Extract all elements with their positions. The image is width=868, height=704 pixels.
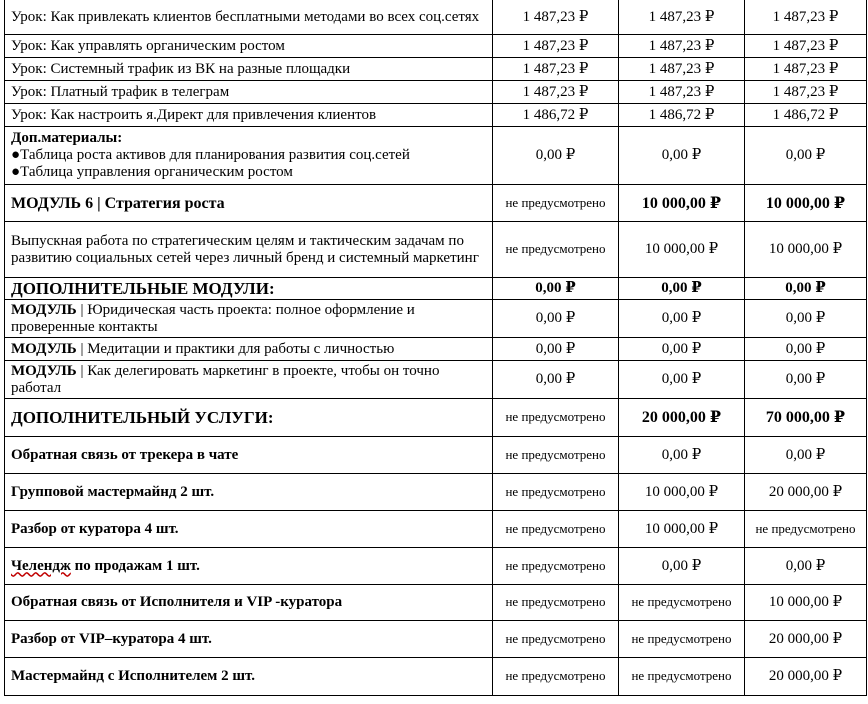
price-cell: 0,00 ₽ xyxy=(493,278,619,300)
section-heading: ДОПОЛНИТЕЛЬНЫЕ МОДУЛИ: xyxy=(5,278,493,300)
spellcheck-word: Челендж xyxy=(11,557,71,574)
table-row xyxy=(5,185,867,222)
module-prefix: МОДУЛЬ xyxy=(11,340,77,357)
price-cell: 0,00 ₽ xyxy=(619,437,745,474)
module-prefix: МОДУЛЬ xyxy=(11,301,77,318)
price-cell: не предусмотрено xyxy=(493,474,619,511)
price-cell: 10 000,00 ₽ xyxy=(745,585,867,621)
price-cell: 20 000,00 ₽ xyxy=(619,399,745,437)
service-title: Мастермайнд с Исполнителем 2 шт. xyxy=(5,658,493,696)
table-row xyxy=(5,511,867,548)
table-row xyxy=(5,0,867,35)
service-title: Обратная связь от трекера в чате xyxy=(5,437,493,474)
price-cell: 0,00 ₽ xyxy=(619,300,745,338)
module-title: | Медитации и практики для работы с личностью xyxy=(76,340,395,357)
price-cell: 0,00 ₽ xyxy=(619,361,745,399)
price-cell: не предусмотрено xyxy=(493,511,619,548)
price-cell: 10 000,00 ₽ xyxy=(619,511,745,548)
materials-heading: Доп.материалы: xyxy=(11,130,123,146)
table-row xyxy=(5,35,867,58)
price-cell: 1 487,23 ₽ xyxy=(493,81,619,104)
table-row xyxy=(5,338,867,361)
price-cell: не предусмотрено xyxy=(619,621,745,658)
price-cell: 1 487,23 ₽ xyxy=(619,58,745,81)
price-cell: 1 487,23 ₽ xyxy=(745,35,867,58)
price-cell: 10 000,00 ₽ xyxy=(619,474,745,511)
price-cell: 0,00 ₽ xyxy=(745,300,867,338)
table-row xyxy=(5,104,867,127)
table-row xyxy=(5,127,867,185)
price-cell: 1 487,23 ₽ xyxy=(493,58,619,81)
price-cell: 20 000,00 ₽ xyxy=(745,658,867,696)
table-row xyxy=(5,58,867,81)
service-title: Разбор от VIP–куратора 4 шт. xyxy=(5,621,493,658)
price-cell: не предусмотрено xyxy=(493,621,619,658)
price-cell: 1 486,72 ₽ xyxy=(619,104,745,127)
row-label: Выпускная работа по стратегическим целям и тактическим задачам по развитию социальных сетей через личный бренд и системный маркетинг xyxy=(5,222,493,278)
price-cell: 0,00 ₽ xyxy=(745,278,867,300)
price-cell: 0,00 ₽ xyxy=(619,548,745,585)
price-cell: 1 487,23 ₽ xyxy=(619,35,745,58)
price-cell: 10 000,00 ₽ xyxy=(619,185,745,222)
price-cell: 1 487,23 ₽ xyxy=(745,81,867,104)
price-cell: 0,00 ₽ xyxy=(493,127,619,185)
price-cell: 0,00 ₽ xyxy=(619,127,745,185)
price-cell: 1 486,72 ₽ xyxy=(745,104,867,127)
table-row xyxy=(5,548,867,585)
row-label: Урок: Как настроить я.Директ для привлечения клиентов xyxy=(5,104,493,127)
price-cell: не предусмотрено xyxy=(493,658,619,696)
price-cell: не предусмотрено xyxy=(493,185,619,222)
row-label xyxy=(5,300,493,338)
row-label xyxy=(5,361,493,399)
price-cell: 1 487,23 ₽ xyxy=(745,58,867,81)
price-cell: 20 000,00 ₽ xyxy=(745,474,867,511)
price-cell: 10 000,00 ₽ xyxy=(745,185,867,222)
table-row xyxy=(5,222,867,278)
pricing-table xyxy=(4,0,867,696)
service-title: Обратная связь от Исполнителя и VIP -куратора xyxy=(5,585,493,621)
row-label: Урок: Платный трафик в телеграм xyxy=(5,81,493,104)
table-row xyxy=(5,361,867,399)
service-title: Групповой мастермайнд 2 шт. xyxy=(5,474,493,511)
price-cell: 0,00 ₽ xyxy=(619,278,745,300)
bullet-icon: ● xyxy=(11,147,21,163)
module-title: | Юридическая часть проекта: полное оформление и проверенные контакты xyxy=(11,301,415,335)
price-cell: 1 487,23 ₽ xyxy=(493,35,619,58)
price-cell: 0,00 ₽ xyxy=(745,437,867,474)
bullet-text: Таблица управления органическим ростом xyxy=(20,164,293,180)
service-title: Разбор от куратора 4 шт. xyxy=(5,511,493,548)
price-cell: не предусмотрено xyxy=(493,399,619,437)
price-cell: 70 000,00 ₽ xyxy=(745,399,867,437)
module-title: | Как делегировать маркетинг в проекте, чтобы он точно работал xyxy=(11,362,440,396)
row-label xyxy=(5,127,493,185)
service-title-rest: по продажам 1 шт. xyxy=(70,557,200,574)
price-cell: 0,00 ₽ xyxy=(619,338,745,361)
price-cell: 0,00 ₽ xyxy=(493,361,619,399)
price-cell: не предусмотрено xyxy=(493,437,619,474)
row-label xyxy=(5,338,493,361)
price-cell: 0,00 ₽ xyxy=(745,548,867,585)
price-cell: не предусмотрено xyxy=(493,585,619,621)
bullet-icon: ● xyxy=(11,164,21,180)
row-label: Урок: Системный трафик из ВК на разные площадки xyxy=(5,58,493,81)
module-prefix: МОДУЛЬ xyxy=(11,362,77,379)
price-cell: 0,00 ₽ xyxy=(493,300,619,338)
price-cell: не предусмотрено xyxy=(493,548,619,585)
table-row xyxy=(5,474,867,511)
price-cell: 1 487,23 ₽ xyxy=(619,81,745,104)
table-row xyxy=(5,300,867,338)
price-cell: 1 487,23 ₽ xyxy=(745,0,867,35)
section-heading: МОДУЛЬ 6 | Стратегия роста xyxy=(5,185,493,222)
price-cell: 0,00 ₽ xyxy=(745,361,867,399)
price-cell: не предусмотрено xyxy=(493,222,619,278)
price-cell: 0,00 ₽ xyxy=(493,338,619,361)
price-cell: 10 000,00 ₽ xyxy=(745,222,867,278)
price-cell: не предусмотрено xyxy=(619,658,745,696)
price-cell: 1 487,23 ₽ xyxy=(493,0,619,35)
section-heading: ДОПОЛНИТЕЛЬНЫЙ УСЛУГИ: xyxy=(5,399,493,437)
row-label: Урок: Как управлять органическим ростом xyxy=(5,35,493,58)
row-label xyxy=(5,0,493,35)
table-row xyxy=(5,658,867,696)
table-row xyxy=(5,399,867,437)
price-cell: 1 487,23 ₽ xyxy=(619,0,745,35)
list-item xyxy=(11,147,488,164)
price-cell: не предусмотрено xyxy=(745,511,867,548)
price-cell: 0,00 ₽ xyxy=(745,338,867,361)
price-cell: 0,00 ₽ xyxy=(745,127,867,185)
price-cell: не предусмотрено xyxy=(619,585,745,621)
list-item xyxy=(11,164,488,181)
bullet-text: Таблица роста активов для планирования развития соц.сетей xyxy=(20,147,410,163)
price-cell: 1 486,72 ₽ xyxy=(493,104,619,127)
price-cell: 10 000,00 ₽ xyxy=(619,222,745,278)
table-row xyxy=(5,81,867,104)
table-row xyxy=(5,278,867,300)
table-row xyxy=(5,585,867,621)
table-row xyxy=(5,437,867,474)
price-cell: 20 000,00 ₽ xyxy=(745,621,867,658)
service-title xyxy=(5,548,493,585)
lesson-title: Урок: Как привлекать клиентов бесплатными методами во всех соц.сетях xyxy=(11,8,480,25)
table-row xyxy=(5,621,867,658)
